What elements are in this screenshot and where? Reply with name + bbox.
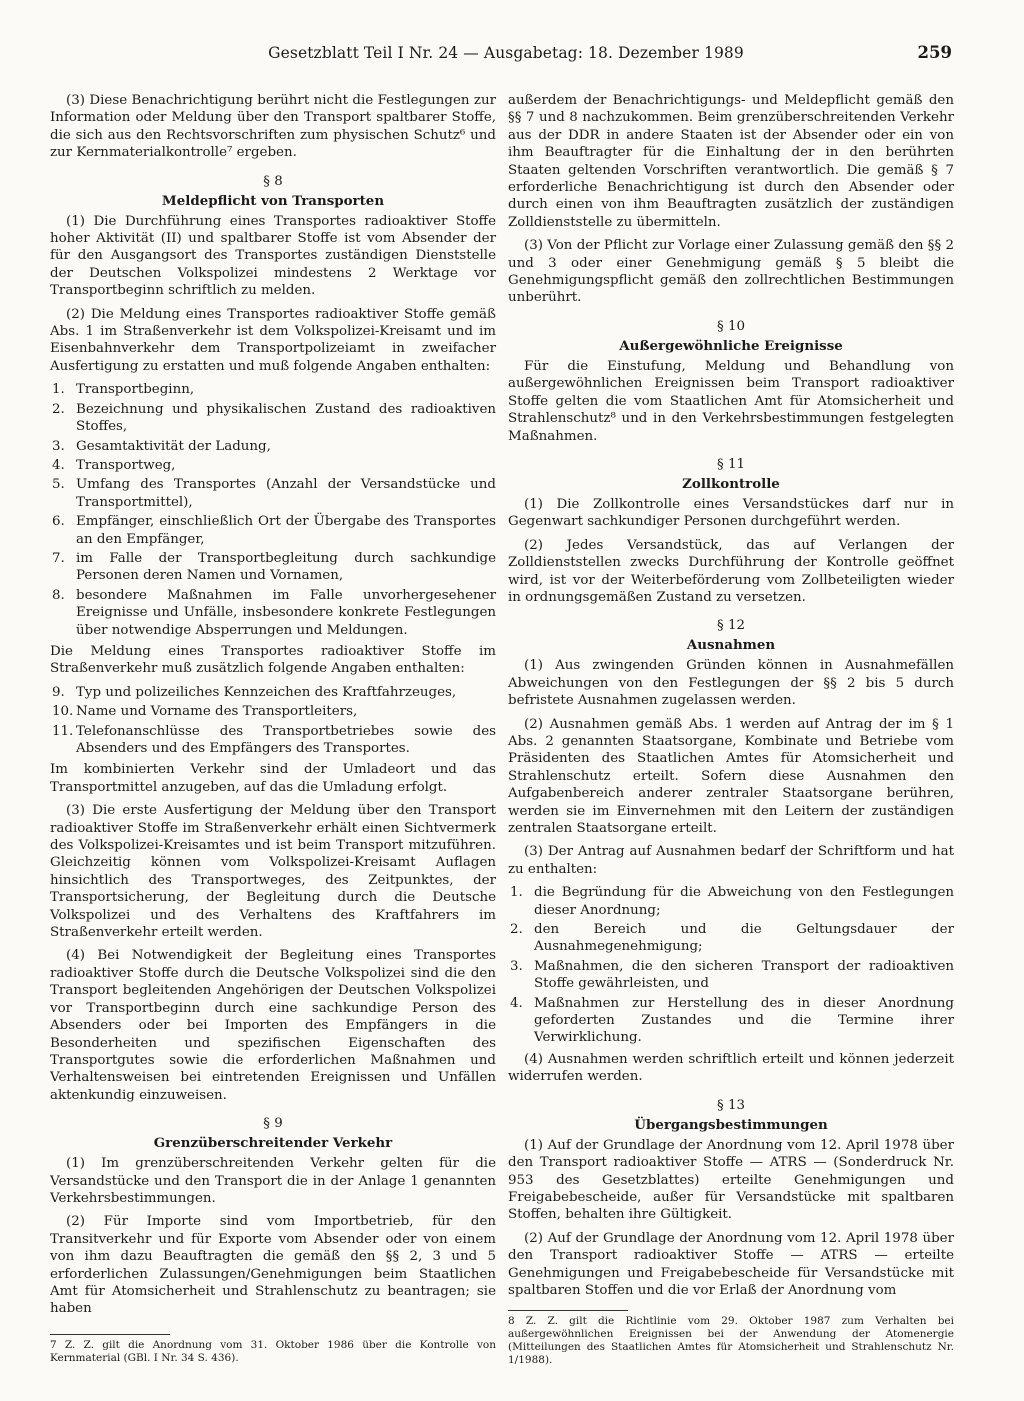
section-13-paragraph-1: (1) Auf der Grundlage der Anordnung vom 12. April 1978 über den Transport radioaktiver Stoffe — ATRS — (Sonderdruck Nr. 953 des Gesetzblattes) erteilte Genehmigungen und Freigabebescheide, außer für Versandstücke mit spaltbaren Stoffen, behalten ihre Gültigkeit. — [508, 1137, 954, 1223]
section-12-paragraph-2: (2) Ausnahmen gemäß Abs. 1 werden auf Antrag der im § 1 Abs. 2 genannten Staatsorgane, Kombinate und Betriebe vom Präsidenten des Staatlichen Amtes für Atomsicherheit und Strahlenschutz erteilt. Sofern diese Ausnahmen den Aufgabenbereich anderer zentraler Staatsorgane berühren, werden sie im Einvernehmen mit den Leitern der zuständigen zentralen Staatsorgane erteilt. — [508, 716, 954, 836]
section-12-title: Ausnahmen — [686, 637, 776, 654]
section-12-list — [508, 884, 954, 1047]
section-10-paragraph-1: Für die Einstufung, Meldung und Behandlung von außergewöhnlichen Ereignissen beim Transport radioaktiver Stoffe gelten die vom Staatlichen Amt für Atomsicherheit und Strahlenschutz⁸ und in den Verkehrsbestimmungen festgelegten Maßnahmen. — [508, 358, 954, 444]
section-8-list-2 — [50, 684, 496, 758]
right-column — [508, 92, 954, 1366]
list-item: 2. Bezeichnung und physikalischen Zustand des radioaktiven Stoffes, — [52, 401, 496, 435]
section-9-paragraph-2: (2) Für Importe sind vom Importbetrieb, für den Transitverkehr und für Exporte vom Absender oder von einem von ihm dazu Beauftragten die gemäß den §§ 2, 3 und 5 erforderlichen Zulassungen/Genehmigungen beim Staatlichen Amt für Atomsicherheit und Strahlenschutz zu beantragen; sie haben — [50, 1214, 496, 1317]
section-9-title: Grenzüberschreitender Verkehr — [153, 1135, 393, 1152]
section-13-paragraph-2: (2) Auf der Grundlage der Anordnung vom 12. April 1978 über den Transport radioaktiver Stoffe — ATRS — erteilte Genehmigungen und Freigabebescheide für Versandstücke mit spaltbaren Stoffen und die vor Erlaß der Anordnung vom — [508, 1230, 954, 1298]
section-12-paragraph-3: (3) Der Antrag auf Ausnahmen bedarf der Schriftform und hat zu enthalten: — [508, 844, 954, 877]
section-9-paragraph-1: (1) Im grenzüberschreitenden Verkehr gelten für die Versandstücke und den Transport die in der Anlage 1 genannten Verkehrsbestimmungen. — [50, 1156, 496, 1206]
page-number: 259 — [917, 43, 952, 62]
section-10-number: § 10 — [717, 318, 745, 334]
section-12-number: § 12 — [717, 618, 745, 634]
list-item: 1. Transportbeginn, — [52, 382, 195, 398]
section-9-paragraph-3: (3) Von der Pflicht zur Vorlage einer Zulassung gemäß den §§ 2 und 3 oder einer Genehmigung gemäß § 5 bleibt die Genehmigungspflicht gemäß den zollrechtlichen Bestimmungen unberührt. — [508, 238, 954, 306]
left-column — [50, 92, 496, 1364]
section-8-number: § 8 — [263, 173, 283, 189]
section-11-paragraph-2: (2) Jedes Versandstück, das auf Verlangen der Zolldienststellen zwecks Durchführung der Kontrolle geöffnet wird, ist vor der Weiterbeförderung vom Zollbeteiligten wieder in ordnungsgemäßen Zustand zu versetzen. — [508, 537, 954, 605]
list-item: 5. Umfang des Transportes (Anzahl der Versandstücke und Transportmittel), — [52, 477, 496, 510]
section-11-number: § 11 — [717, 456, 745, 472]
gazette-title: Gesetzblatt Teil I Nr. 24 — Ausgabetag: 18. Dezember 1989 — [268, 44, 744, 62]
section-10-title: Außergewöhnliche Ereignisse — [619, 337, 843, 354]
section-8-paragraph-1: (1) Die Durchführung eines Transportes radioaktiver Stoffe hoher Aktivität (II) und spaltbarer Stoffe ist vom Absender der für den Ausgangsort des Transportes zuständigen Dienststelle der Deutschen Volkspolizei mindestens 2 Werktage vor Transportbeginn schriftlich zu melden. — [50, 213, 496, 299]
footnote-divider — [50, 1334, 170, 1335]
section-12-paragraph-4: (4) Ausnahmen werden schriftlich erteilt und können jederzeit widerrufen werden. — [508, 1051, 954, 1085]
list-item: 8. besondere Maßnahmen im Falle unvorhergesehener Ereignisse und Unfälle, insbesondere konkrete Festlegungen über notwendige Absperrungen und Meldungen. — [52, 587, 496, 638]
section-8-paragraph-2c: Im kombinierten Verkehr sind der Umladeort und das Transportmittel anzugeben, auf das die Umladung erfolgt. — [50, 762, 496, 795]
footnote-divider — [508, 1310, 628, 1311]
section-9-number: § 9 — [263, 1116, 283, 1132]
list-item: 3. Gesamtaktivität der Ladung, — [52, 438, 271, 454]
list-item: 4. Maßnahmen zur Herstellung des in dieser Anordnung geforderten Zustandes und die Termine ihrer Verwirklichung. — [510, 995, 954, 1046]
footnote-block-right — [508, 1300, 954, 1367]
footnote-7: 7 Z. Z. gilt die Anordnung vom 31. Oktober 1986 über die Kontrolle von Kernmaterial (GBl. I Nr. 34 S. 436). — [50, 1339, 496, 1364]
section-8-title: Meldepflicht von Transporten — [161, 192, 385, 209]
list-item: 2. den Bereich und die Geltungsdauer der Ausnahmegenehmigung; — [510, 922, 954, 955]
section-11-paragraph-1: (1) Die Zollkontrolle eines Versandstückes darf nur in Gegenwart sachkundiger Personen durchgeführt werden. — [508, 496, 954, 530]
section-11-title: Zollkontrolle — [682, 475, 780, 492]
paragraph-continued: außerdem der Benachrichtigungs- und Meldepflicht gemäß den §§ 7 und 8 nachzukommen. Beim grenzüberschreitenden Verkehr aus der DDR in andere Staaten ist der Absender oder ein von ihm Beauftragter für die Einhaltung der in den berührten Staaten geltenden Vorschriften verantwortlich. Die gemäß § 7 erforderliche Benachrichtigung ist durch den Absender oder durch einen von ihm Beauftragten zusätzlich der zuständigen Zolldienststelle zu übermitteln. — [508, 93, 954, 230]
list-item: 1. die Begründung für die Abweichung von den Festlegungen dieser Anordnung; — [510, 885, 954, 918]
list-item: 4. Transportweg, — [52, 457, 176, 473]
section-8-paragraph-2: (2) Die Meldung eines Transportes radioaktiver Stoffe gemäß Abs. 1 im Straßenverkehr ist dem Volkspolizei-Kreisamt und im Eisenbahnverkehr dem Transportpolizeiamt in zweifacher Ausfertigung zu erstatten und muß folgende Angaben enthalten: — [50, 306, 496, 374]
list-item: 7. im Falle der Transportbegleitung durch sachkundige Personen deren Namen und Vornamen, — [52, 550, 496, 584]
list-item: 10. Name und Vorname des Transportleiters, — [52, 704, 358, 720]
section-8-list-1 — [50, 381, 496, 639]
list-item: 6. Empfänger, einschließlich Ort der Übergabe des Transportes an den Empfänger, — [52, 514, 496, 547]
section-8-paragraph-2b: Die Meldung eines Transportes radioaktiver Stoffe im Straßenverkehr muß zusätzlich folgende Angaben enthalten: — [50, 643, 496, 677]
section-13-number: § 13 — [717, 1097, 745, 1113]
paragraph-intro: (3) Diese Benachrichtigung berührt nicht die Festlegungen zur Information oder Meldung über den Transport spaltbarer Stoffe, die sich aus den Rechtsvorschriften zum physischen Schutz⁶ und zur Kernmaterialkontrolle⁷ ergeben. — [50, 93, 496, 161]
list-item: 3. Maßnahmen, die den sicheren Transport der radioaktiven Stoffe gewährleisten, und — [510, 958, 954, 992]
page-header — [50, 44, 962, 74]
section-8-paragraph-3: (3) Die erste Ausfertigung der Meldung über den Transport radioaktiver Stoffe im Straßenverkehr erhält einen Sichtvermerk des Volkspolizei-Kreisamtes und ist beim Transport mitzuführen. Gleichzeitig können vom Volkspolizei-Kreisamt Auflagen hinsichtlich des Transportweges, des Zeitpunktes, der Transportsicherung, der Begleitung durch die Deutsche Volkspolizei und des Verhaltens des Kraftfahrers im Straßenverkehr erteilt werden. — [50, 803, 496, 941]
section-8-paragraph-4: (4) Bei Notwendigkeit der Begleitung eines Transportes radioaktiver Stoffe durch die Deutsche Volkspolizei sind die den Transport begleitenden Angehörigen der Deutschen Volkspolizei vor Transportbeginn durch eine sachkundige Person des Absenders oder bei Importen des Empfängers in die Besonderheiten und spezifischen Eigenschaften des Transportgutes sowie die erforderlichen Maßnahmen und Verhaltensweisen bei eintretenden Ereignissen und Unfällen aktenkundig einzuweisen. — [50, 948, 496, 1103]
footnote-8: 8 Z. Z. gilt die Richtlinie vom 29. Oktober 1987 zum Verhalten bei außergewöhnlichen Ereignissen bei der Anwendung der Atomenergie (Mitteilungen des Staatlichen Amtes für Atomsicherheit und Strahlenschutz Nr. 1/1988). — [508, 1315, 954, 1366]
section-12-paragraph-1: (1) Aus zwingenden Gründen können in Ausnahmefällen Abweichungen von den Festlegungen der §§ 2 bis 5 durch befristete Ausnahmen zugelassen werden. — [508, 658, 954, 709]
section-13-title: Übergangsbestimmungen — [634, 1116, 828, 1133]
list-item: 9. Typ und polizeiliches Kennzeichen des Kraftfahrzeuges, — [52, 684, 457, 700]
footnote-block-left — [50, 1324, 496, 1365]
list-item: 11. Telefonanschlüsse des Transportbetriebes sowie des Absenders und des Empfängers des Transportes. — [52, 723, 496, 756]
